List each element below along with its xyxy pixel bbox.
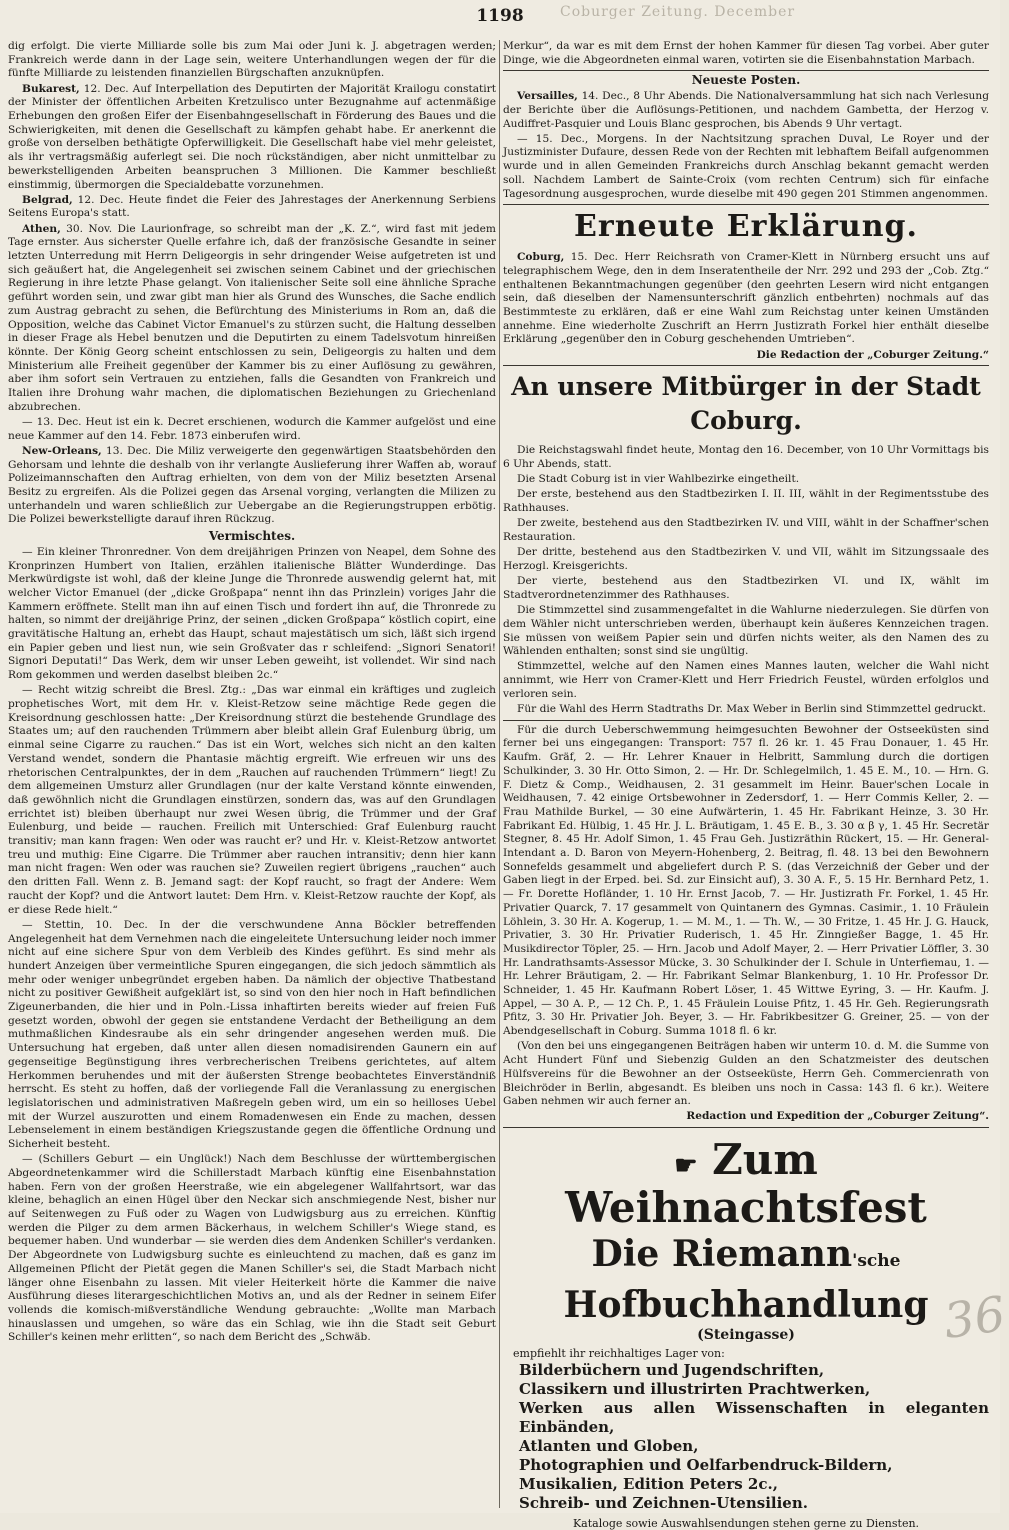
left-column [8,40,496,1508]
ad-item: Werken aus allen Wissenschaften in eleganten Einbänden, [519,1398,989,1436]
handwritten-margin-note: 36 [940,1286,1009,1350]
notice-paragraph: Für die Wahl des Herrn Stadtraths Dr. Max Weber in Berlin sind Stimmzettel gedruckt. [517,703,987,716]
article-paragraph: — 15. Dec., Morgens. In der Nachtsitzung sprachen Duval, Le Royer und der Justizminister Dufaure, dessen Rede von der Rechten mit lebhaftem Beifall aufgenommen wurde und in allen Gemeinden Frankreichs durch Anschlag bekannt gemacht werden soll. Nachdem Lambert de Sainte-Croix (vom rechten Centrum) sich für einfache Tagesordnung ausgesprochen, wurde dieselbe mit 490 gegen 201 Stimmen angenommen. [503,132,989,200]
article-text: 14. Dec., 8 Uhr Abends. Die Nationalversammlung hat sich nach Verlesung der Berichte über die Auflösungs-Petitionen, und nachdem Gambetta, der Herzog v. Audiffret-Pasquier und Louis Blanc gesprochen, bis Abends 9 Uhr vertagt. [503,90,989,130]
divider [503,365,989,366]
ad-item: Bilderbüchern und Jugendschriften, [519,1360,825,1379]
divider [503,720,989,721]
notice-paragraph: Der zweite, bestehend aus den Stadtbezirken IV. und VIII, wählt in der Schaffner'schen Restauration. [503,517,989,544]
notice-paragraph: Die Stadt Coburg ist in vier Wahlbezirke eingetheilt. [517,473,800,486]
ad-item: Photographien und Oelfarbendruck-Bildern, [519,1455,893,1474]
ad-item: Atlanten und Globen, [519,1436,699,1455]
ad-title-text: Zum Weihnachtsfest [565,1135,927,1233]
divider [503,70,989,71]
ad-shop-name-part: Die Riemann [591,1233,853,1276]
article-text: 12. Dec. Auf Interpellation des Deputirten der Majorität Krailogu constatirt der Minister der öffentlichen Arbeiten Kretzulisco unter Bezugnahme auf actenmäßige Erhebungen den großen Eifer der Eisenbahngesellschaft in Förderung des Baues und die Schwierigkeiten, mit denen die Gesellschaft zu kämpfen gehabt habe. Er anerkennt die große von derselben bethätigte Opferwilligkeit. Die Gesellschaft habe viel mehr geleistet, als ihr vertragsmäßig auferlegt sei. Die noch rückständigen, aber nicht unmittelbar zu bewerkstelligenden Arbeiten beanspruchen 3 Millionen. Die Kammer beschließt einstimmig, übermorgen die Specialdebatte vorzunehmen. [8,82,497,191]
article-text: 12. Dec. Heute findet die Feier des Jahrestages der Anerkennung Serbiens Seitens Europa's statt. [8,193,496,220]
notice-paragraph: Die Reichstagswahl findet heute, Montag den 16. December, von 10 Uhr Vormittags bis 6 Uhr Abends, statt. [503,444,989,471]
notice-text: 15. Dec. Herr Reichsrath von Cramer-Klett in Nürnberg ersucht uns auf telegraphischem Wege, den in dem Inseratentheile der Nrr. 292 und 293 der „Cob. Ztg.“ enthaltenen Bekanntmachungen gegenüber (den geehrten Lesern wird nicht entgangen sein, daß dieselben der Namensunterschrift gänzlich entbehrten) nochmals auf das Bestimmteste zu erklären, daß er eine Wahl zum Reichstag unter keinen Umständen annehme. Eine wiederholte Zuschrift an Herrn Justizrath Forkel hier enthält dieselbe Erklärung „gegenüber den in Coburg geschehenden Umtrieben“. [503,251,990,346]
notice-title-erklaerung: Erneute Erklärung. [574,209,918,245]
article-bukarest [8,83,496,193]
donation-list: Für die durch Ueberschwemmung heimgesuchten Bewohner der Ostseeküsten sind ferner bei uns eingegangen: Transport: 757 fl. 26 kr. 1. 45 Frau Donauer, 1. 45 Hr. Kaufm. Gräf, 2. — Hr. Lehrer Knauer in Helbritt, Sammlung durch die dortigen Schulkinder, 3. 30 Hr. Otto Simon, 2. — Hr. Dr. Schlegelmilch, 1. 45 E. M., 10. — Hrn. G. F. Dietz & Comp., Weidhausen, 2. 31 gesammelt im Heinr. Bauer'schen Locale in Weidhausen, 7. 42 einige Ortsbewohner in Zedersdorf, 1. — Herr Commis Keller, 2. — Frau Mathilde Burkel, — 30 eine Aufwärterin, 1. 45 Hr. Fabrikant Heinze, 3. 30 Hr. Fabrikant Ed. Hülbig, 1. 45 Hr. J. L. Bräutigam, 1. 45 E. B., 3. 30 α β γ, 1. 45 Hr. Secretär Stegner, 8. 45 Hr. Adolf Simon, 1. 45 Frau Geh. Justizräthin Rückert, 15. — Hr. General-Intendant a. D. Baron von Meyern-Hohenberg, 2. Beitrag, fl. 48. 13 bei den Bewohnern Sonnefelds gesammelt und abgeliefert durch P. S. (das Verzeichniß der Geber und der Gaben liegt in der Erped. bei. Sd. zur Einsicht auf), 3. 30 A. F., 5. 15 Hr. Bernhard Petz, 1. — Fr. Dorette Hofländer, 1. 10 Hr. Ernst Jacob, 7. — Hr. Justizrath Fr. Forkel, 1. 45 Hr. Privatier Quarck, 7. 17 gesammelt von Quintanern des Gymnas. Casimir., 1. 10 Fräulein Löhlein, 3. 30 Hr. A. Kogerup, 1. — M. M., 1. — Th. W., — 30 Fritze, 1. 45 Hr. J. G. Hauck, Privatier, 3. 30 Hr. Privatier Ruderisch, 1. 45 Hr. Zinngießer Bagge, 1. 45 Hr. Musikdirector Töpler, 25. — Hrn. Jacob und Adolf Mayer, 2. — Herr Privatier Löffler, 3. 30 Hr. Landrathsamts-Assessor Mücke, 3. 30 Schulkinder der I. Schule in Unterfiemau, 1. — Hr. Lehrer Bräutigam, 2. — Hr. Fabrikant Selmar Blankenburg, 1. 10 Hr. Professor Dr. Schneider, 1. 45 Hr. Kaufmann Robert Löser, 1. 45 Wittwe Eyring, 3. — Hr. Kaufm. J. Appel, — 30 A. P., — 12 Ch. P., 1. 45 Fräulein Louise Pfitz, 1. 45 Hr. Geh. Regierungsrath Pfitz, 3. 30 Hr. Privatier Joh. Beyer, 3. — Hr. Fabrikbesitzer G. Greiner, 25. — von der Abendgesellschaft in Coburg. Summa 1018 fl. 6 kr. [503,723,989,1038]
notice-paragraph: Der vierte, bestehend aus den Stadtbezirken VI. und IX, wählt im Stadtverordnetenzimmer des Rathhauses. [503,575,989,601]
signature: Die Redaction der „Coburger Zeitung.“ [756,348,989,361]
ad-shop-name-part: 'sche [852,1251,901,1272]
dateline: Belgrad, [22,193,73,206]
donation-note: (Von den bei uns eingegangenen Beiträgen haben wir unterm 10. d. M. die Summe von Acht Hundert Fünf und Siebenzig Gulden an den Schatzmeister des deutschen Hülfsvereins für die Bewohner an der Ostseeküste, Herrn Geh. Commercienrath von Bleichröder in Berlin, abgesandt. Es bleiben uns noch in Cassa: 143 fl. 6 kr.). Weitere Gaben nehmen wir auch ferner an. [503,1040,989,1108]
article-paragraph: — Ein kleiner Thronredner. Von dem dreijährigen Prinzen von Neapel, dem Sohne des Kronprinzen Humbert von Italien, erzählen italienische Blätter Wunderdinge. Das Merkwürdigste ist wohl, daß der kleine Junge die Thronrede auswendig gelernt hat, mit welcher Victor Emanuel (der „dicke Großpapa“ nennt ihn das Prinzlein) voriges Jahr die Kammern eröffnete. Stellt man ihn auf einen Tisch und fordert ihn auf, die Thronrede zu halten, so nimmt der dreijährige Prinz, der seinen „dicken Großpapa“ köstlich copirt, eine gravitätische Haltung an, erhebt das Haupt, schaut majestätisch um sich, läßt sich irgend ein Papier geben und liest nun, wie sein Großvater das r schleifend: „Signori Senatori! Signori Deputati!“ Das Werk, dem wir unser Leben geweiht, ist vollendet. Wir sind nach Rom gekommen und werden daselbst bleiben 2c.“ [8,545,496,682]
article-paragraph: — Recht witzig schreibt die Bresl. Ztg.: „Das war einmal ein kräftiges und zugleich prophetisches Wort, mit dem Hr. v. Kleist-Retzow seine mächtige Rede gegen die Kreisordnung geschlossen hatte: „Der Kreisordnung stürzt die bestehende Grundlage des Staates um; auf den rauchenden Trümmern aber bleibt allein Graf Eulenburg übrig, um einmal seine Cigarre zu rauchen.“ Das ist ein Wort, welches sich nicht an den kalten Verstand wendet, sondern die Phantasie mächtig ergreift. Wie erfreuen wir uns des rhetorischen Centralpunktes, der in dem „Rauchen auf rauchenden Trümmern“ liegt! Zu dem allgemeinen Umsturz aller Grundlagen (nur der kalte Verstand könnte einwenden, daß gewöhnlich nicht die Grundlagen einstürzen, sondern das, was auf den Grundlagen errichtet ist) bleiben überhaupt nur zwei Wesen übrig, die Trümmer und der Graf Eulenburg, und beide — rauchen. Freilich mit Unterschied: Graf Eulenburg raucht transitiv; man kann fragen: Wen oder was raucht er? und Hr. v. Kleist-Retzow antwortet treu und muthig: Eine Cigarre. Die Trümmer aber rauchen intransitiv; denn hier kann man nicht fragen: Wen oder was rauchen sie? Zuweilen regiert übrigens „rauchen“ auch den dritten Fall. Wenn z. B. Jemand sagt: der Kopf raucht, so fragt der Andere: Wem raucht der Kopf? und die Antwort lautet: Dem Hrn. v. Kleist-Retzow rauchte der Kopf, als er diese Rede hielt.“ [8,684,496,916]
article-paragraph: — 13. Dec. Heut ist ein k. Decret erschienen, wodurch die Kammer aufgelöst und eine neue Kammer auf den 14. Febr. 1873 einberufen wird. [8,415,496,442]
ad-intro: empfiehlt ihr reichhaltiges Lager von: [513,1346,725,1360]
signature: Redaction und Expedition der „Coburger Zeitung“. [686,1110,989,1123]
dateline: Versailles, [517,90,578,103]
article-text: 30. Nov. Die Laurionfrage, so schreibt man der „K. Z.“, wird fast mit jedem Tage ernster. Aus sicherster Quelle erfahre ich, daß der französische Gesandte in seiner letzten Unterredung mit Herrn Deligeorgis in sehr dringender Weise aufgetreten ist und sich geäußert hat, die Angelegenheit sei zwischen seinem Cabinet und der griechischen Regierung in ihre letzte Phase gelangt. Von italienischer Seite soll eine ähnliche Sprache geführt worden sein, und zwar gibt man hier als Grund des Wunsches, die Sache endlich zum Austrag gebracht zu sehen, die Befürchtung des Ministeriums in Rom an, daß die Opposition, welche das Cabinet Victor Emanuel's zu stürzen sucht, die Haltung desselben in dieser Frage als Hebel benutzen und die Deputirten zu einem Tadelsvotum hinreißen könnte. Der König Georg scheint entschlossen zu sein, Deligeorgis zu halten und dem Ministerium alle Freiheit gegenüber der Kammer bis zu einer Auflösung zu gewähren, aber ihm sofort sein Vertrauen zu entziehen, falls die Gesandten von Frankreich und Italien ihre Drohung wahr machen, die diplomatischen Beziehungen zu Griechenland abzubrechen. [8,222,496,413]
article-paragraph: Merkur“, da war es mit dem Ernst der hohen Kammer für diesen Tag vorbei. Aber guter Dinge, wie die Abgeordneten einmal waren, votirten sie die Eisenbahnstation Marbach. [503,40,989,66]
notice-paragraph: Die Stimmzettel sind zusammengefaltet in die Wahlurne niederzulegen. Sie dürfen von dem Wähler nicht unterschrieben werden, überhaupt kein äußeres Kennzeichen tragen. Sie müssen von weißem Papier sein und dürfen nichts weiter, als den Namen des zu Wählenden enthalten; sonst sind sie ungültig. [503,604,989,658]
right-column [503,40,990,1530]
ad-item: Schreib- und Zeichnen-Utensilien. [519,1493,808,1512]
pointing-hand-icon: ☛ [674,1151,698,1182]
article-versailles [503,90,989,131]
dateline: Bukarest, [22,82,80,95]
notice-paragraph: Stimmzettel, welche auf den Namen eines Mannes lauten, welcher die Wahl nicht annimmt, wie Herr von Cramer-Klett und Herr Friedrich Feustel, würden erfolglos und verloren sein. [503,660,989,700]
column-divider [499,40,500,1508]
article-paragraph: — (Schillers Geburt — ein Unglück!) Nach dem Beschlusse der württembergischen Abgeordnetenkammer wird die Schillerstadt Marbach künftig eine Eisenbahnstation haben. Fern von der großen Heerstraße, wie ein abgelegener Wallfahrtsort, war das kleine, behaglich an einen Hügel über den Neckar sich anschmiegende Nest, bisher nur auf Seitenwegen zu Fuß oder zu Wagen von Ludwigsburg aus zu erreichen. Künftig werden die Pilger zu dem armen Bäckerhaus, in welchem Schiller's Wiege stand, es bequemer haben. Und wunderbar — sie werden dies dem Andenken Schiller's verdanken. Der Abgeordnete von Ludwigsburg suchte es einleuchtend zu machen, daß es ganz im Allgemeinen Pflicht der Pietät gegen die Manen Schiller's sei, die Stadt Marbach nicht länger ohne Eisenbahn zu lassen. Mit vieler Heiterkeit hörte die Kammer die naive Ausführung dieses literargeschichtlichen Motivs an, und als der Redner in seinem Eifer vollends die komisch-mißverständliche Wendung gebrauchte: „Wollte man Marbach hinauslassen und umgehen, so wäre das ein Schlag, wie ihn die Stadt seit Geburt Schiller's keinen mehr erlitten“, so nach dem Bericht des „Schwäb. [8,1153,496,1344]
section-heading-vermischtes: Vermischtes. [208,529,296,544]
notice-paragraph: Der erste, bestehend aus den Stadtbezirken I. II. III, wählt in der Regimentsstube des Rathhauses. [503,488,989,515]
section-heading-posten: Neueste Posten. [691,73,801,88]
ad-footer: Kataloge sowie Auswahlsendungen stehen gerne zu Diensten. [572,1516,920,1530]
article-paragraph: dig erfolgt. Die vierte Milliarde solle bis zum Mai oder Juni k. J. abgetragen werden; Frankreich werde dann in der Lage sein, weitere Unterhandlungen wegen der für die fünfte Milliarde zu leistenden finanziellen Bürgschaften anzuknüpfen. [8,40,496,80]
article-neworleans [8,445,496,527]
notice-erklaerung [503,251,989,347]
article-paragraph: — Stettin, 10. Dec. In der die verschwundene Anna Böckler betreffenden Angelegenheit hat dem Vernehmen nach die eingeleitete Untersuchung leider noch immer nicht auf eine sichere Spur von dem Verbleib des Kindes geführt. Es sind mehr als hundert Anzeigen über vermeintliche Spuren eingegangen, die sich jedoch sämmtlich als mehr oder weniger unbegründet ergeben haben. Da nämlich der objective Thatbestand nicht zu positiver Gewißheit aufgeklärt ist, so sind von den hier noch in Haft befindlichen Zigeunerbanden, die hier und in Poln.-Lissa inhaftirten bereits wieder auf freien Fuß gesetzt worden, obwohl der gegen sie entstandene Verdacht der Betheiligung an dem muthmaßlichen Kindesraube als ein sehr dringender angesehen werden muß. Die Untersuchung hat ergeben, daß unter allen diesen nomadisirenden Gaunern ein auf gegenseitige Begünstigung ihres verbrecherischen Treibens gerichtetes, auf altem Herkommen beruhendes und mit der äußersten Strenge beobachtetes Einverständniß herrscht. Es steht zu hoffen, daß der vorliegende Fall die Veranlassung zu energischen legislatorischen und administrativen Maßregeln geben wird, um ein so heilloses Uebel mit der Wurzel auszurotten und einem Romadenwesen ein Ende zu machen, dessen Lebenselement in einem beständigen Kriegszustande gegen die öffentliche Ordnung und Sicherheit besteht. [8,918,496,1151]
divider [503,1127,989,1128]
ad-item: Musikalien, Edition Peters 2c., [519,1474,778,1493]
ad-title [503,1136,989,1232]
notice-title-mitbuerger: An unsere Mitbürger in der Stadt Coburg. [511,372,981,436]
ad-shop-name [503,1232,989,1327]
ad-shop-name-part: Hofbuchhandlung [563,1284,929,1327]
article-belgrad [8,194,496,221]
page-number: 1198 [476,6,524,26]
dateline: New-Orleans, [22,444,102,457]
dateline: Athen, [22,222,61,235]
article-athen [8,223,496,415]
running-head: Coburger Zeitung. December [560,4,796,20]
ad-item: Classikern und illustrirten Prachtwerken, [519,1379,871,1398]
divider [503,204,989,205]
dateline: Coburg, [517,251,565,264]
ad-address: (Steingasse) [697,1327,795,1344]
article-text: 13. Dec. Die Miliz verweigerte den gegenwärtigen Staatsbehörden den Gehorsam und lehnte die deshalb von ihr verlangte Auslieferung ihrer Waffen ab, worauf Polizeimannschaften den Auftrag erhielten, von dem von der Miliz besetzten Arsenal Besitz zu ergreifen. Als die Polizei gegen das Arsenal vorging, verlangten die Milizen zu unterhandeln und waren schließlich zur Uebergabe an die Regierungstruppen erbötig. Die Polizei bewerkstelligte darauf ihren Rückzug. [8,444,496,526]
notice-paragraph: Der dritte, bestehend aus den Stadtbezirken V. und VII, wählt im Sitzungssaale des Herzogl. Kreisgerichts. [503,546,989,572]
